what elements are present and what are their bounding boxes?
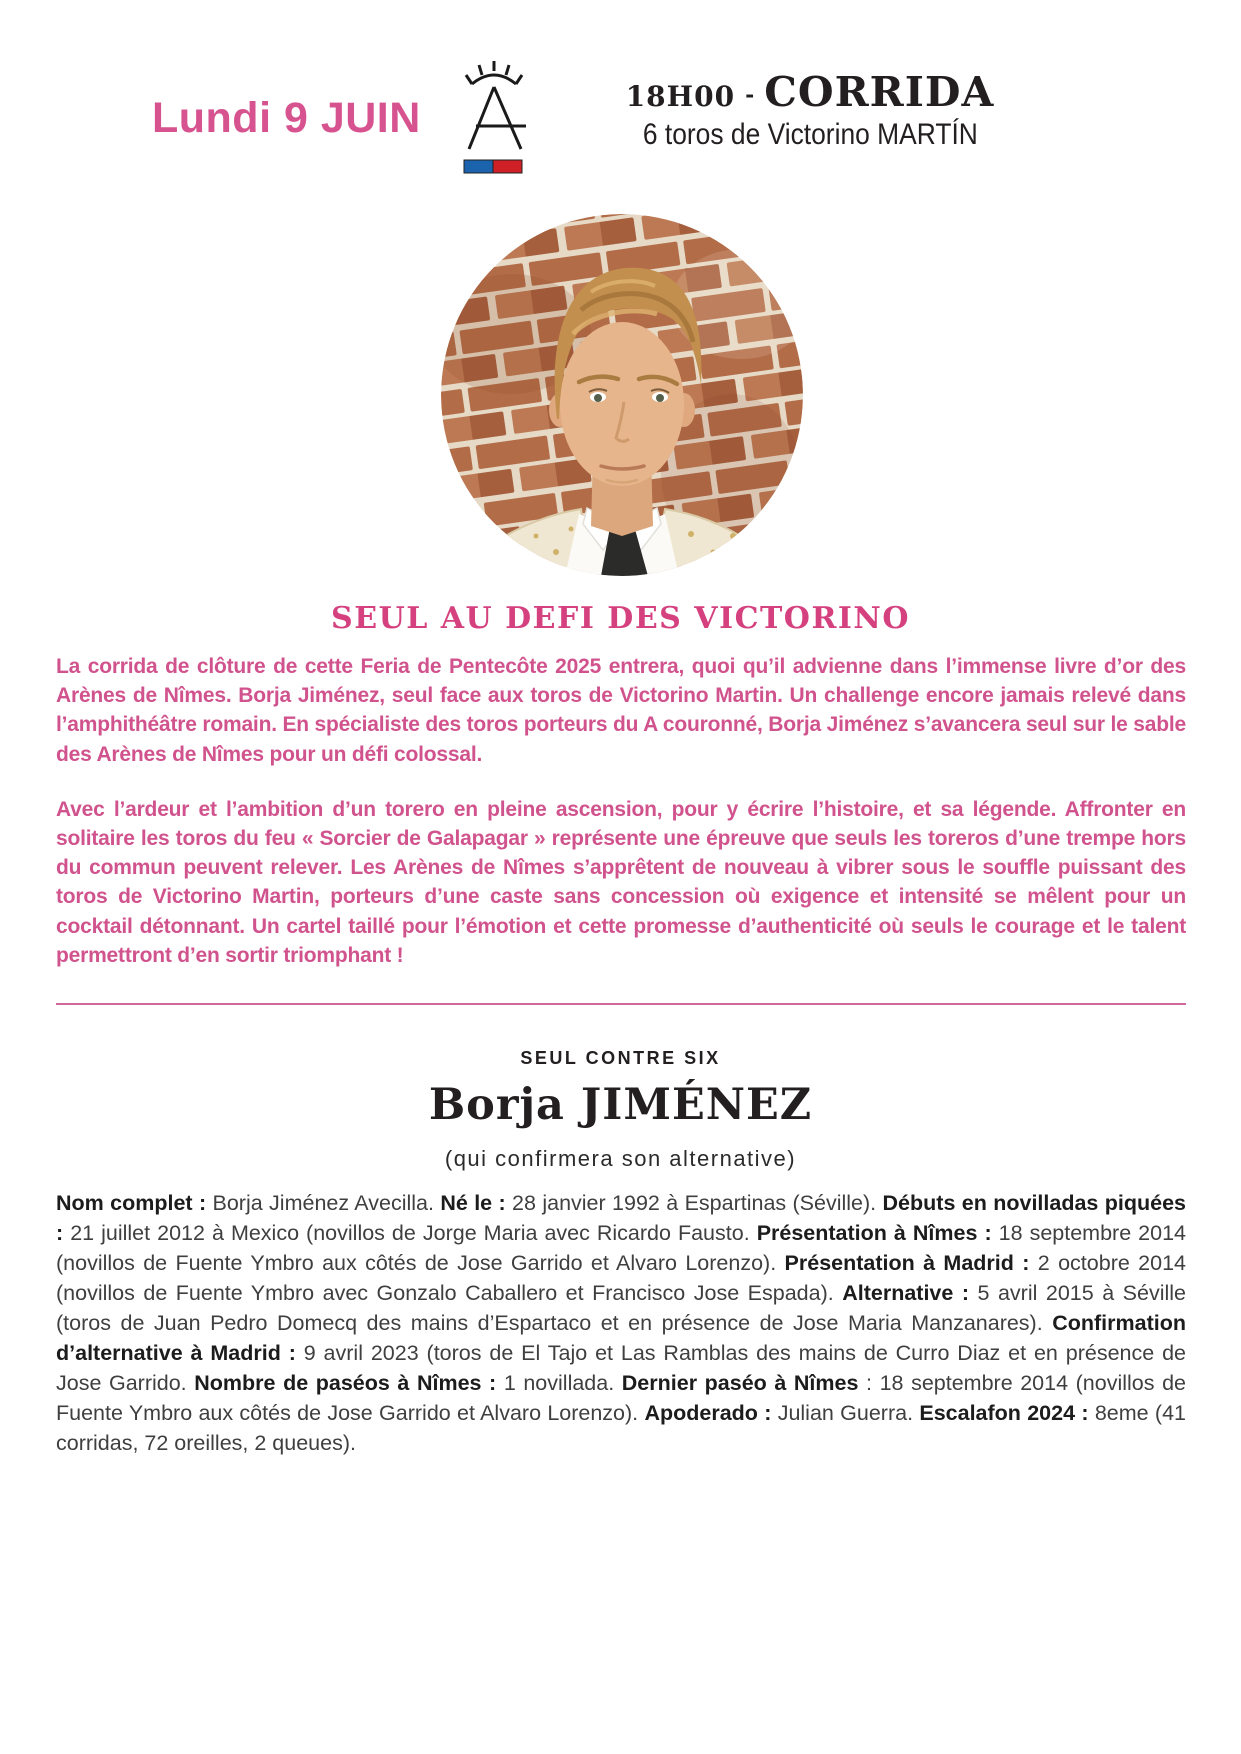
bio-value: Borja Jiménez Avecilla.: [212, 1191, 441, 1215]
flag-bar-icon: [464, 160, 522, 173]
bio-value: 1 novillada.: [503, 1371, 622, 1395]
torero-biography: [56, 1188, 1186, 1458]
event-date: Lundi 9 JUIN: [152, 94, 421, 142]
bio-label: Confirmation d’alternative à Madrid :: [56, 1311, 1186, 1365]
bio-label: Escalafon 2024 :: [919, 1401, 1095, 1425]
bio-label: Dernier paséo à Nîmes: [621, 1371, 859, 1395]
bio-label: Nombre de paséos à Nîmes :: [194, 1371, 504, 1395]
bio-label: Présentation à Nîmes :: [756, 1221, 999, 1245]
alternative-note: (qui confirmera son alternative): [444, 1146, 797, 1171]
show-subtitle: 6 toros de Victorino MARTÍN: [642, 118, 978, 151]
bio-value: 21 juillet 2012 à Mexico (novillos de Jorge Maria avec Ricardo Fausto.: [70, 1221, 757, 1245]
show-time: 18H00: [625, 80, 736, 113]
bio-label: Présentation à Madrid :: [784, 1251, 1038, 1275]
portrait-photo: [441, 214, 803, 576]
bio-value: 5 avril 2015 à Séville (toros de Juan Pedro Domecq des mains d’Espartaco et en présence de Jose Maria Manzanares).: [56, 1281, 1186, 1335]
portrait-illustration: [441, 214, 803, 576]
showtime-block: [560, 68, 1060, 152]
bio-value: 18 septembre 2014 (novillos de Fuente Ymbro aux côtés de Jose Garrido et Alvaro Lorenzo).: [56, 1221, 1186, 1275]
show-title: CORRIDA: [764, 68, 995, 116]
bio-label: Alternative :: [842, 1281, 978, 1305]
article-body: [56, 652, 1186, 996]
cartel-kicker: SEUL CONTRE SIX: [520, 1048, 721, 1068]
bio-label: Débuts en novilladas piquées :: [56, 1191, 1186, 1245]
bio-value: 28 janvier 1992 à Espartinas (Séville).: [512, 1191, 883, 1215]
article-paragraph-2: Avec l’ardeur et l’ambition d’un torero en pleine ascension, pour y écrire l’histoire, et sa légende. Affronter en solitaire les toros du feu « Sorcier de Galapagar » représente une épreuve que seuls les toreros d’une trempe hors du commun peuvent relever. Les Arènes de Nîmes s’apprêtent de nouveau à vibrer sous le souffle puissant des toros de Victorino Martin, porteurs d’une caste sans concession où exigence et intensité se mêlent pour un cocktail détonnant. Un cartel taillé pour l’émotion et cette promesse d’authenticité où seuls le courage et le talent permettront d’en sortir triomphant !: [56, 797, 1186, 967]
bio-label: Né le :: [440, 1191, 513, 1215]
crowned-a-icon: [458, 56, 528, 176]
crowned-a-logo: [458, 56, 528, 176]
bio-value: : 18 septembre 2014 (novillos de Fuente Ymbro aux côtés de Jose Garrido et Alvaro Lorenzo).: [56, 1371, 1186, 1425]
bio-value: 2 octobre 2014 (novillos de Fuente Ymbro avec Gonzalo Caballero et Francisco Jose Espada).: [56, 1251, 1186, 1305]
show-separator: -: [745, 82, 755, 108]
section-divider: [56, 1003, 1186, 1005]
article-paragraph-1: La corrida de clôture de cette Feria de Pentecôte 2025 entrera, quoi qu’il advienne dans l’immense livre d’or des Arènes de Nîmes. Borja Jiménez, seul face aux toros de Victorino Martin. Un challenge encore jamais relevé dans l’amphithéâtre romain. En spécialiste des toros porteurs du A couronné, Borja Jiménez s’avancera seul sur le sable des Arènes de Nîmes pour un défi colossal.: [56, 655, 1186, 766]
torero-name: Borja JIMÉNEZ: [428, 1080, 813, 1130]
bio-value: 8eme (41 corridas, 72 oreilles, 2 queues).: [56, 1401, 1186, 1455]
article-headline: SEUL AU DEFI DES VICTORINO: [331, 601, 910, 636]
showtime-title-line: [560, 68, 1060, 116]
bio-label: Nom complet :: [56, 1191, 213, 1215]
bio-value: 9 avril 2023 (toros de El Tajo et Las Ramblas des mains de Curro Diaz et en présence de Jose Garrido.: [56, 1341, 1186, 1395]
bio-value: Julian Guerra.: [777, 1401, 920, 1425]
bio-label: Apoderado :: [644, 1401, 778, 1425]
